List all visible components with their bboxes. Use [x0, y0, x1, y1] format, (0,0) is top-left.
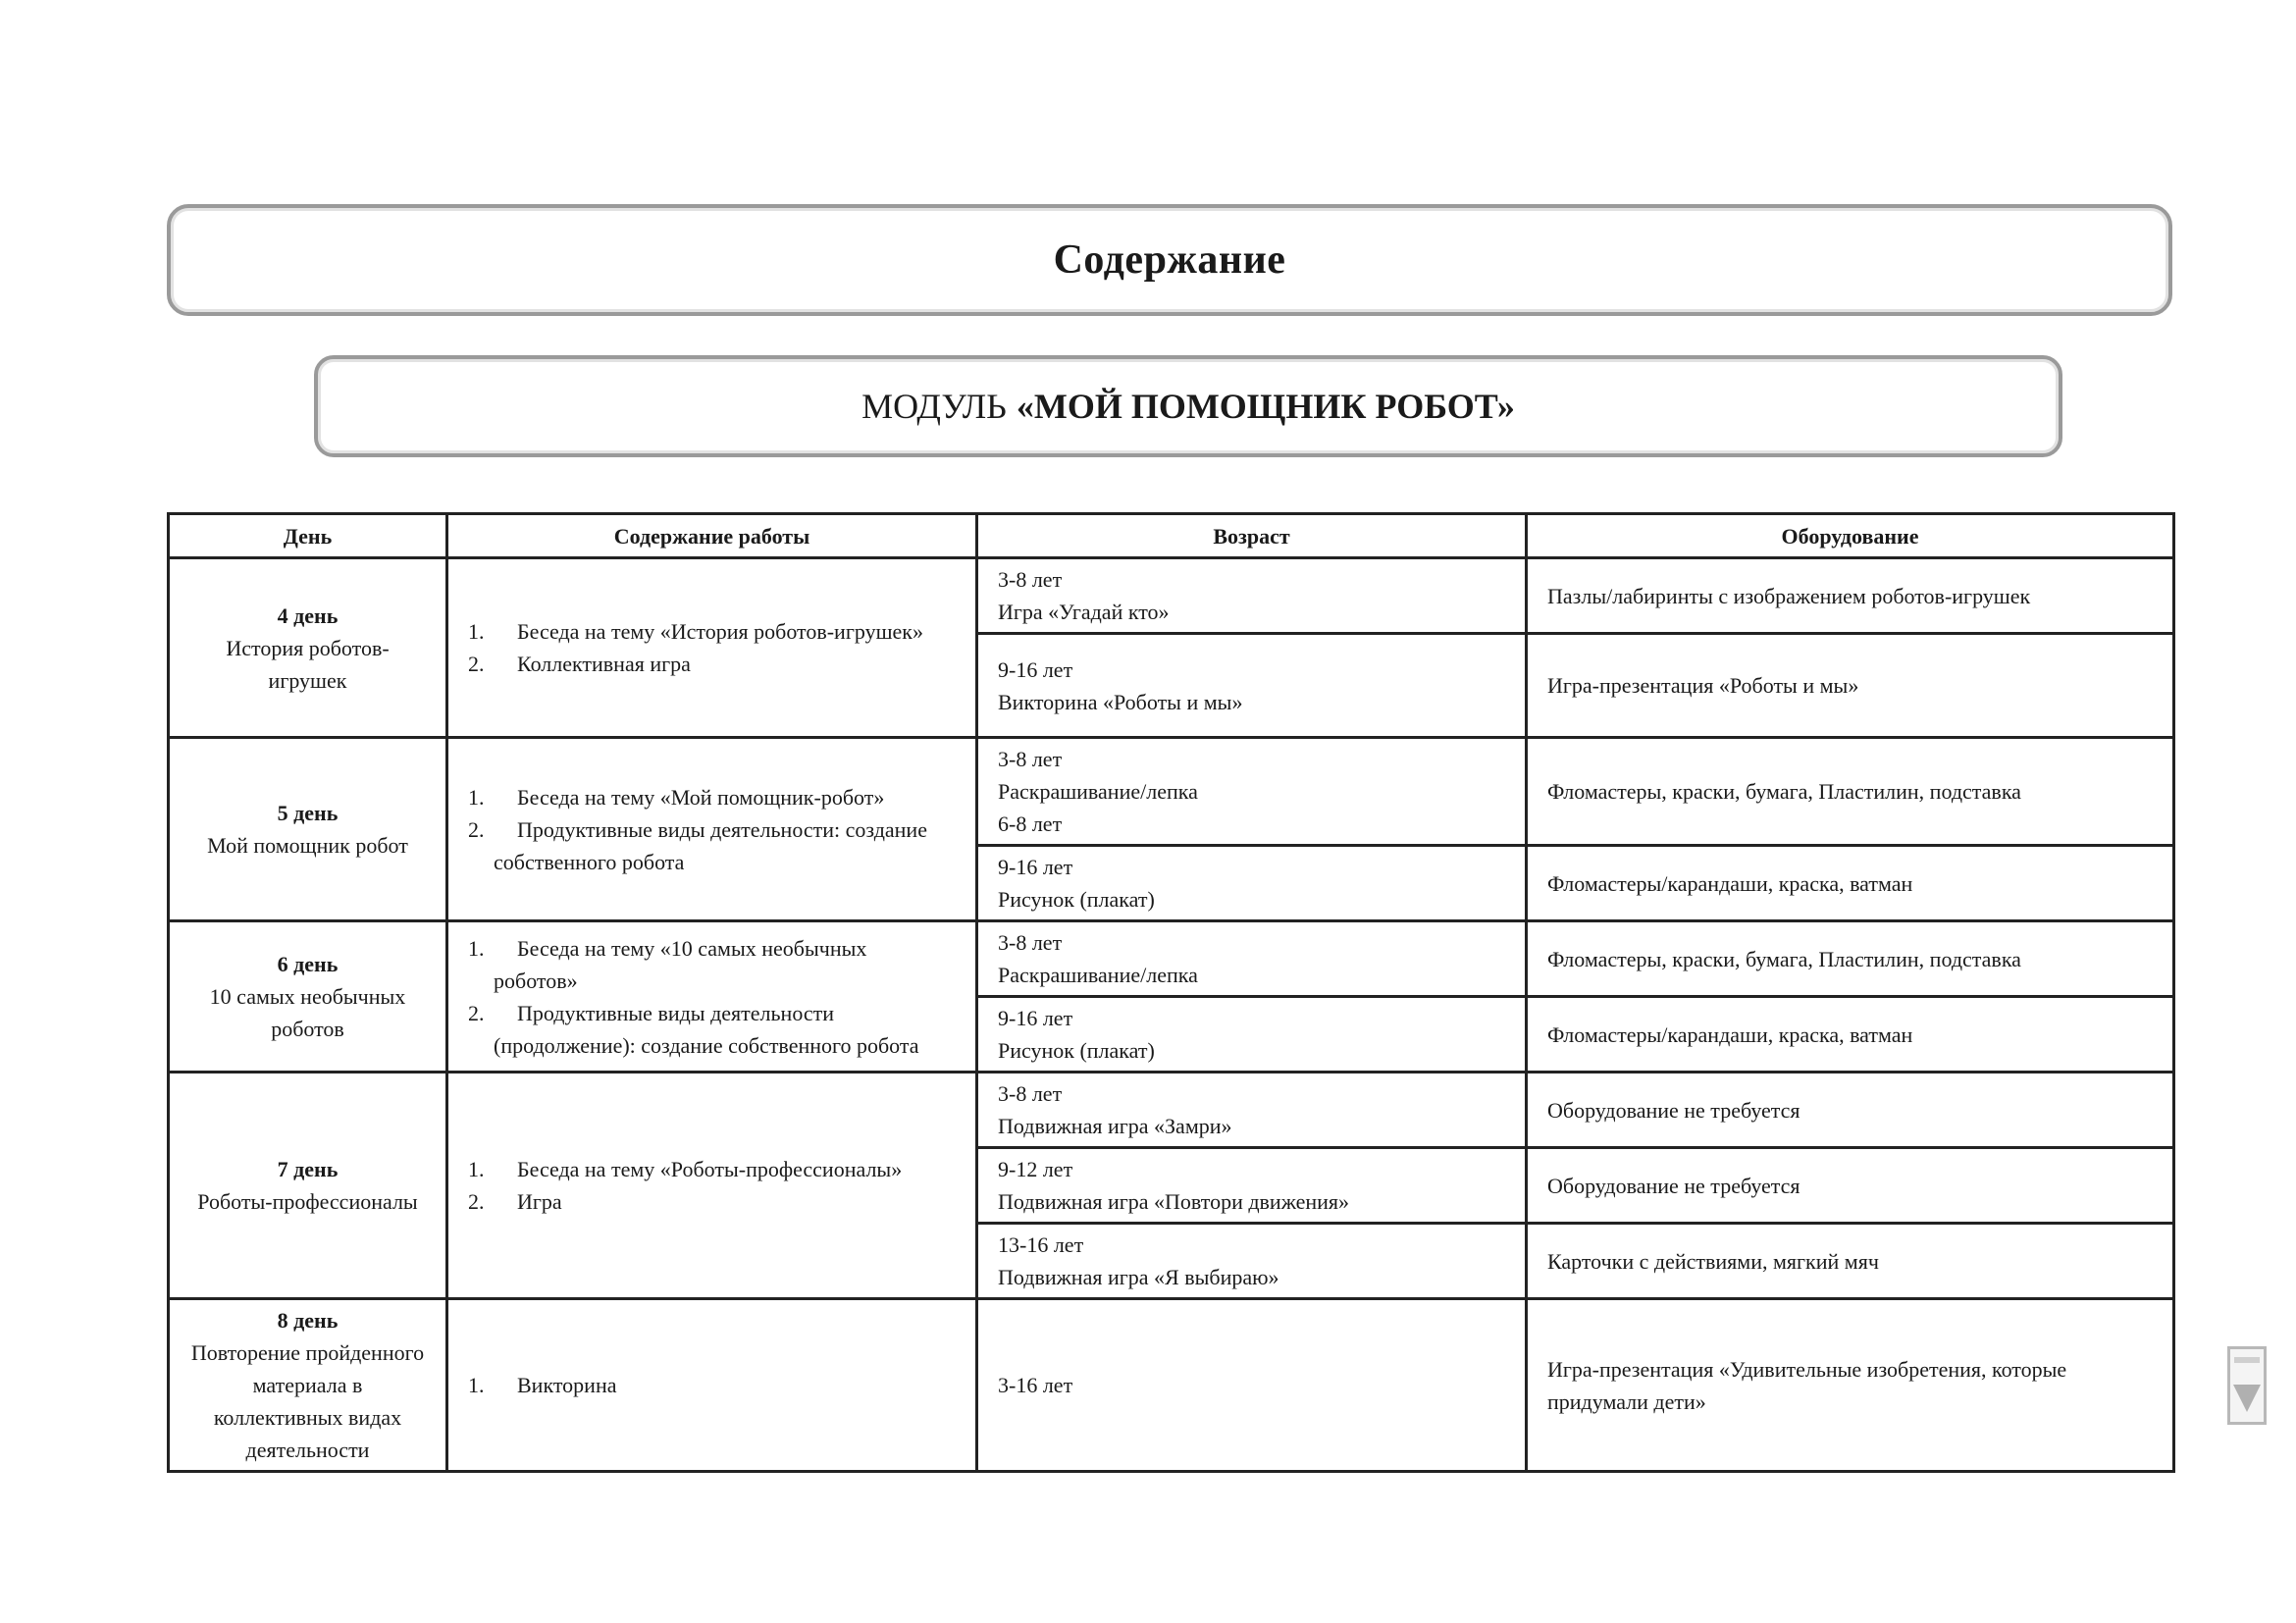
activity-text: Викторина «Роботы и мы»	[998, 689, 1243, 714]
content-list	[468, 781, 956, 878]
content-cell	[447, 738, 977, 921]
day-title: 10 самых необычных роботов	[209, 984, 406, 1041]
activity-text: Подвижная игра «Повтори движения»	[998, 1189, 1350, 1214]
module-box	[314, 355, 2062, 457]
content-list	[468, 1153, 956, 1218]
table-row	[169, 1299, 2174, 1472]
list-item-text: Беседа на тему «Мой помощник-робот»	[517, 784, 885, 810]
day-number: 5 день	[277, 801, 339, 825]
equipment-cell: Фломастеры, краски, бумага, Пластилин, подставка	[1527, 921, 2174, 997]
day-number: 4 день	[277, 602, 339, 628]
list-item-number: 2.	[468, 816, 485, 842]
content-list	[468, 1369, 956, 1401]
equipment-cell: Оборудование не требуется	[1527, 1073, 2174, 1148]
day-title: Мой помощник робот	[207, 833, 408, 858]
column-header-equipment: Оборудование	[1527, 514, 2174, 558]
list-item-text: Беседа на тему «10 самых необычных роботов»	[494, 935, 867, 993]
day-number: 6 день	[277, 952, 339, 976]
list-item-text: Игра	[517, 1189, 562, 1214]
list-item-number: 2.	[468, 652, 485, 676]
list-item	[468, 1369, 956, 1401]
age-cell	[977, 846, 1527, 921]
age-range: 3-8 лет	[998, 747, 1063, 771]
content-list	[468, 932, 956, 1062]
list-item-text: Коллективная игра	[517, 652, 691, 676]
table-row	[169, 558, 2174, 634]
activity-text: Игра «Угадай кто»	[998, 600, 1170, 624]
module-prefix: МОДУЛЬ	[861, 387, 1007, 426]
list-item-text: Беседа на тему «История роботов-игрушек»	[517, 619, 923, 644]
table-header-row	[169, 514, 2174, 558]
age-cell	[977, 997, 1527, 1073]
list-item	[468, 615, 956, 648]
age-cell	[977, 634, 1527, 738]
age-cell	[977, 921, 1527, 997]
column-header-content: Содержание работы	[447, 514, 977, 558]
age-cell	[977, 1073, 1527, 1148]
age-cell	[977, 558, 1527, 634]
schedule-table	[167, 512, 2175, 1473]
activity-text: Подвижная игра «Замри»	[998, 1114, 1232, 1138]
list-item	[468, 781, 956, 813]
list-item	[468, 932, 956, 997]
page-title: Содержание	[1053, 237, 1286, 283]
equipment-cell: Пазлы/лабиринты с изображением роботов-игрушек	[1527, 558, 2174, 634]
title-box	[167, 204, 2172, 316]
age-range: 3-8 лет	[998, 567, 1063, 592]
equipment-cell: Игра-презентация «Роботы и мы»	[1527, 634, 2174, 738]
age-range: 3-16 лет	[998, 1373, 1073, 1397]
module-name: «МОЙ ПОМОЩНИК РОБОТ»	[1016, 387, 1515, 426]
age-range: 13-16 лет	[998, 1232, 1084, 1257]
content-cell	[447, 921, 977, 1073]
day-cell	[169, 1299, 447, 1472]
age-range: 9-16 лет	[998, 1006, 1073, 1030]
equipment-cell: Фломастеры, краски, бумага, Пластилин, подставка	[1527, 738, 2174, 846]
scroll-bar	[2234, 1357, 2260, 1363]
age-range: 3-8 лет	[998, 930, 1063, 955]
day-number: 7 день	[277, 1157, 339, 1181]
scroll-down-indicator[interactable]	[2227, 1346, 2267, 1425]
activity-text: Подвижная игра «Я выбираю»	[998, 1265, 1279, 1289]
age-cell	[977, 1148, 1527, 1224]
day-cell	[169, 558, 447, 738]
equipment-cell: Фломастеры/карандаши, краска, ватман	[1527, 846, 2174, 921]
equipment-cell: Карточки с действиями, мягкий мяч	[1527, 1224, 2174, 1299]
age-range: 3-8 лет	[998, 1081, 1063, 1106]
equipment-cell: Фломастеры/карандаши, краска, ватман	[1527, 997, 2174, 1073]
age-range: 9-16 лет	[998, 656, 1073, 682]
table-row	[169, 738, 2174, 846]
day-number: 8 день	[277, 1308, 339, 1333]
day-cell	[169, 921, 447, 1073]
column-header-age: Возраст	[977, 514, 1527, 558]
content-list	[468, 615, 956, 680]
list-item-number: 1.	[468, 935, 485, 961]
equipment-cell: Игра-презентация «Удивительные изобретения, которые придумали дети»	[1527, 1299, 2174, 1472]
column-header-day: День	[169, 514, 447, 558]
activity-text: Рисунок (плакат)	[998, 887, 1155, 912]
equipment-cell: Оборудование не требуется	[1527, 1148, 2174, 1224]
list-item	[468, 1185, 956, 1218]
table-row	[169, 921, 2174, 997]
list-item	[468, 997, 956, 1062]
list-item	[468, 813, 956, 878]
activity-text: Раскрашивание/лепка	[998, 963, 1198, 987]
content-cell	[447, 1073, 977, 1299]
day-cell	[169, 738, 447, 921]
activity-text: 6-8 лет	[998, 812, 1063, 836]
list-item-number: 1.	[468, 619, 485, 644]
list-item-number: 1.	[468, 1157, 485, 1181]
table-row	[169, 1073, 2174, 1148]
day-title: История роботов-игрушек	[226, 635, 390, 693]
age-cell	[977, 1299, 1527, 1472]
list-item-text: Викторина	[517, 1373, 617, 1397]
day-title: Повторение пройденного материала в коллективных видах деятельности	[190, 1340, 425, 1462]
age-cell	[977, 1224, 1527, 1299]
list-item	[468, 1153, 956, 1185]
list-item-text: Продуктивные виды деятельности: создание собственного робота	[494, 816, 927, 874]
activity-text: Раскрашивание/лепка	[998, 779, 1198, 804]
activity-text: Рисунок (плакат)	[998, 1038, 1155, 1063]
list-item-text: Беседа на тему «Роботы-профессионалы»	[517, 1157, 903, 1181]
list-item-number: 1.	[468, 784, 485, 810]
list-item-number: 2.	[468, 1189, 485, 1214]
age-cell	[977, 738, 1527, 846]
day-cell	[169, 1073, 447, 1299]
list-item-number: 2.	[468, 1000, 485, 1025]
content-cell	[447, 558, 977, 738]
content-cell	[447, 1299, 977, 1472]
day-title: Роботы-профессионалы	[197, 1189, 418, 1214]
list-item-number: 1.	[468, 1373, 485, 1397]
triangle-down-icon	[2233, 1385, 2261, 1412]
list-item	[468, 648, 956, 680]
list-item-text: Продуктивные виды деятельности (продолжение): создание собственного робота	[494, 1000, 919, 1058]
age-range: 9-12 лет	[998, 1157, 1073, 1181]
age-range: 9-16 лет	[998, 855, 1073, 879]
